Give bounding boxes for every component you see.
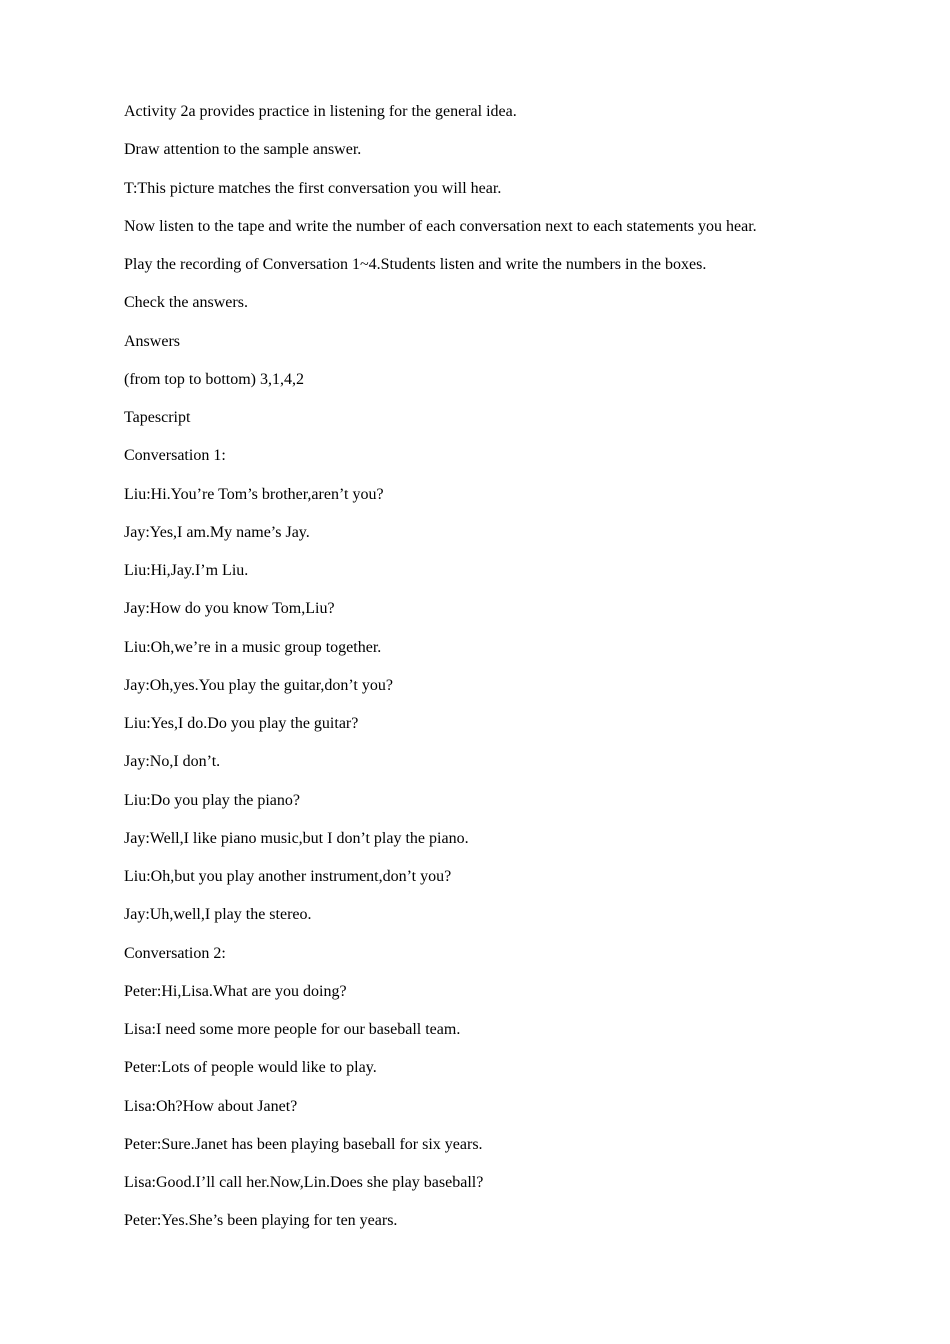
- dialogue-line: Peter:Lots of people would like to play.: [124, 1059, 377, 1077]
- text-line: Now listen to the tape and write the number of each conversation next to each statements you hear.: [124, 217, 757, 235]
- dialogue-line: Liu:Hi,Jay.I’m Liu.: [124, 562, 249, 579]
- document-body: [124, 101, 844, 1249]
- dialogue-line: Jay:No,I don’t.: [124, 753, 221, 771]
- dialogue-line: Lisa:Good.I’ll call her.Now,Lin.Does she play baseball?: [124, 1174, 484, 1191]
- text-line: (from top to bottom) 3,1,4,2: [124, 370, 304, 388]
- section-heading: Tapescript: [124, 409, 191, 426]
- dialogue-line: Lisa:I need some more people for our baseball team.: [124, 1021, 461, 1038]
- dialogue-line: Jay:Well,I like piano music,but I don’t play the piano.: [124, 829, 469, 847]
- dialogue-line: Lisa:Oh?How about Janet?: [124, 1097, 298, 1115]
- conversation-heading: Conversation 1:: [124, 447, 226, 465]
- text-line: Play the recording of Conversation 1~4.Students listen and write the numbers in the boxes.: [124, 256, 707, 273]
- dialogue-line: Liu:Yes,I do.Do you play the guitar?: [124, 715, 359, 732]
- dialogue-line: Peter:Yes.She’s been playing for ten years.: [124, 1212, 398, 1230]
- dialogue-line: Jay:Oh,yes.You play the guitar,don’t you?: [124, 676, 393, 694]
- text-line: Activity 2a provides practice in listening for the general idea.: [124, 103, 517, 120]
- dialogue-line: Peter:Sure.Janet has been playing baseball for six years.: [124, 1135, 483, 1153]
- section-heading: Answers: [124, 332, 180, 350]
- conversation-heading: Conversation 2:: [124, 944, 226, 962]
- dialogue-line: Peter:Hi,Lisa.What are you doing?: [124, 982, 347, 1000]
- text-line: T:This picture matches the first conversation you will hear.: [124, 179, 502, 197]
- dialogue-line: Jay:Uh,well,I play the stereo.: [124, 906, 312, 924]
- dialogue-line: Liu:Do you play the piano?: [124, 791, 300, 809]
- text-line: Draw attention to the sample answer.: [124, 141, 362, 159]
- dialogue-line: Liu:Oh,but you play another instrument,don’t you?: [124, 868, 452, 885]
- dialogue-line: Liu:Oh,we’re in a music group together.: [124, 638, 382, 656]
- dialogue-line: Jay:How do you know Tom,Liu?: [124, 600, 335, 618]
- dialogue-line: Liu:Hi.You’re Tom’s brother,aren’t you?: [124, 485, 384, 503]
- dialogue-line: Jay:Yes,I am.My name’s Jay.: [124, 523, 310, 541]
- text-line: Check the answers.: [124, 294, 248, 312]
